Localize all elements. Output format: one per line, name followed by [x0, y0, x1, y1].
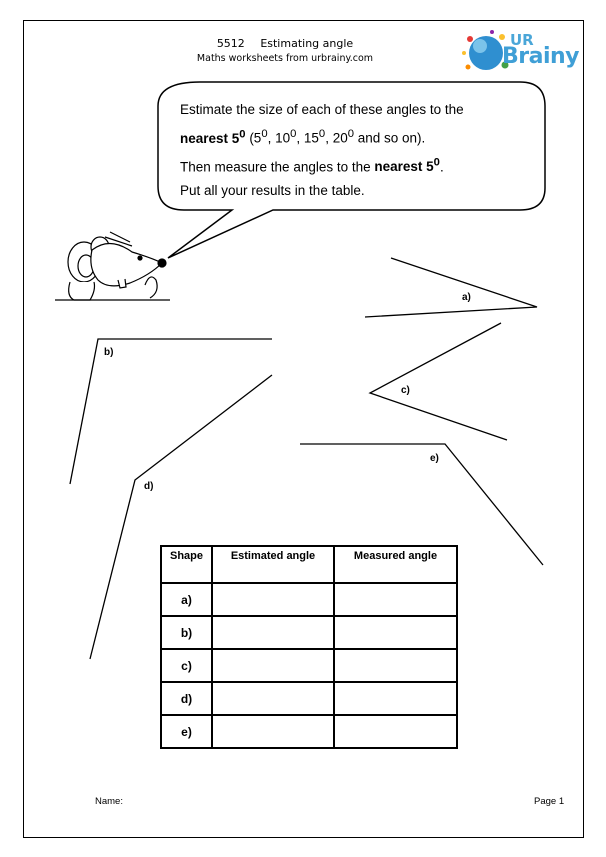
measured-cell[interactable] — [334, 583, 457, 616]
estimated-cell[interactable] — [212, 649, 334, 682]
logo-ur: UR — [510, 31, 534, 49]
mouse-icon — [55, 232, 170, 300]
measured-cell[interactable] — [334, 649, 457, 682]
table-row — [161, 715, 457, 748]
angle-a-lines — [365, 258, 537, 317]
table-row — [161, 649, 457, 682]
worksheet-code: 5512 — [216, 37, 245, 50]
row-shape: c) — [161, 649, 212, 682]
page-number: Page 1 — [534, 796, 565, 807]
header-estimated: Estimated angle — [212, 546, 334, 583]
table-row — [161, 583, 457, 616]
instruction-line-4: Put all your results in the table. — [180, 183, 365, 198]
angle-label-d: d) — [144, 481, 154, 492]
table-row — [161, 682, 457, 715]
instructions — [180, 98, 510, 203]
name-label: Name: — [95, 796, 123, 807]
angle-label-c: c) — [401, 385, 410, 396]
results-table — [160, 545, 458, 749]
angle-label-e: e) — [430, 453, 439, 464]
angle-c-lines — [370, 323, 507, 440]
estimated-cell[interactable] — [212, 583, 334, 616]
estimated-cell[interactable] — [212, 682, 334, 715]
instruction-line-3: Then measure the angles to the nearest $5^0$. — [180, 156, 444, 174]
header-shape: Shape — [161, 546, 212, 583]
measured-cell[interactable] — [334, 682, 457, 715]
table-row — [161, 616, 457, 649]
instruction-line-2: nearest $5^0$ ($5^0$, $10^0$, $15^0$, $20^0$ and so on). — [180, 128, 426, 146]
row-shape: a) — [161, 583, 212, 616]
worksheet-subtitle: Maths worksheets from urbrainy.com — [196, 53, 374, 64]
table-header-row — [161, 546, 457, 583]
worksheet-title-text: Estimating angle — [260, 37, 354, 50]
measured-cell[interactable] — [334, 616, 457, 649]
row-shape: d) — [161, 682, 212, 715]
estimated-cell[interactable] — [212, 715, 334, 748]
instruction-line-1: Estimate the size of each of these angles to the — [180, 102, 464, 117]
row-shape: e) — [161, 715, 212, 748]
logo-brainy: Brainy — [502, 44, 580, 69]
angle-label-a: a) — [462, 292, 471, 303]
angle-label-b: b) — [104, 347, 114, 358]
measured-cell[interactable] — [334, 715, 457, 748]
estimated-cell[interactable] — [212, 616, 334, 649]
row-shape: b) — [161, 616, 212, 649]
header-measured: Measured angle — [334, 546, 457, 583]
angle-b-lines — [70, 339, 272, 484]
